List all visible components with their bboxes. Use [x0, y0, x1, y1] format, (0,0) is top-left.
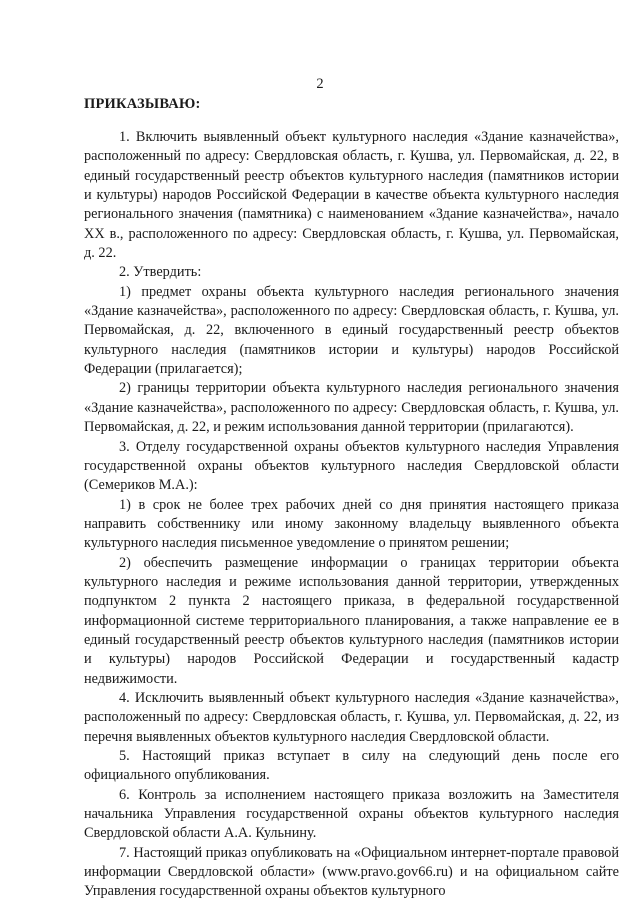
paragraph-item-5: 5. Настоящий приказ вступает в силу на следующий день после его официального опубликования.: [84, 748, 619, 784]
order-heading: ПРИКАЗЫВАЮ:: [84, 96, 201, 112]
paragraph-subitem-3-2: 2) обеспечить размещение информации о границах территории объекта культурного наследия и режиме использования данной территории, утвержденных подпунктом 2 пункта 2 настоящего приказа, в федеральной государственной информационной системе территориального планирования, а также направление ее в единый государственный реестр объектов культурного наследия (памятников истории и культуры) народов Российской Федерации и государственный кадастр недвижимости.: [84, 554, 619, 687]
document-body: [84, 128, 619, 902]
paragraph-subitem-2-1: 1) предмет охраны объекта культурного наследия регионального значения «Здание казначейства», расположенного по адресу: Свердловская область, г. Кушва, ул. Первомайская, д. 22, включенного в единый государственный реестр объектов культурного наследия (памятников истории и культуры) народов Российской Федерации (прилагается);: [84, 283, 619, 378]
page-number: 2: [316, 76, 324, 92]
paragraph-item-6: 6. Контроль за исполнением настоящего приказа возложить на Заместителя начальника Управления государственной охраны объектов культурного наследия Свердловской области А.А. Кульнину.: [84, 786, 619, 842]
paragraph-subitem-2-2: 2) границы территории объекта культурного наследия регионального значения «Здание казначейства», расположенного по адресу: Свердловская область, г. Кушва, ул. Первомайская, д. 22, и режим использования данной территории (прилагаются).: [84, 380, 619, 436]
paragraph-subitem-3-1: 1) в срок не более трех рабочих дней со дня принятия настоящего приказа направить собственнику или иному законному владельцу выявленного объекта культурного наследия письменное уведомление о принятом решении;: [84, 496, 619, 552]
paragraph-item-1: 1. Включить выявленный объект культурного наследия «Здание казначейства», расположенный по адресу: Свердловская область, г. Кушва, ул. Первомайская, д. 22, в единый государственный реестр объектов культурного наследия (памятников истории и культуры) народов Российской Федерации в качестве объекта культурного наследия регионального значения (памятника) с наименованием «Здание казначейства», начало XX в., расположенного по адресу: Свердловская область, г. Кушва, ул. Первомайская, д. 22.: [84, 129, 619, 262]
paragraph-item-4: 4. Исключить выявленный объект культурного наследия «Здание казначейства», расположенный по адресу: Свердловская область, г. Кушва, ул. Первомайская, д. 22, из перечня выявленных объектов культурного наследия Свердловской области.: [84, 689, 619, 745]
paragraph-item-3: 3. Отделу государственной охраны объектов культурного наследия Управления государственной охраны объектов культурного наследия Свердловской области (Семериков М.А.):: [84, 438, 619, 494]
paragraph-item-2: 2. Утвердить:: [119, 264, 202, 281]
paragraph-item-7: 7. Настоящий приказ опубликовать на «Официальном интернет-портале правовой информации Свердловской области» (www.pravo.gov66.ru) и на официальном сайте Управления государственной охраны объектов культурного: [84, 844, 619, 900]
